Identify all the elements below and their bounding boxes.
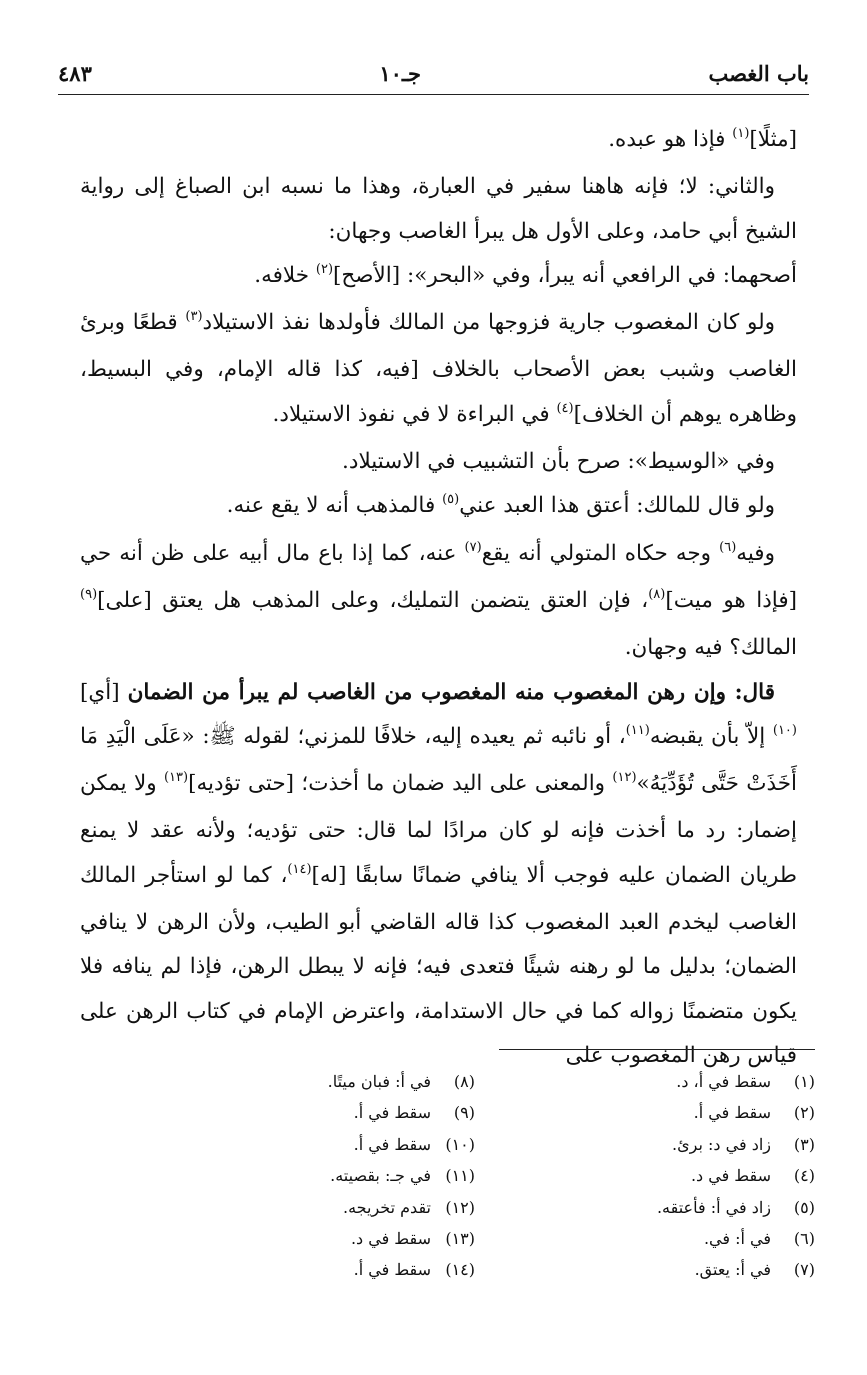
footnote-rule (499, 1049, 815, 1050)
footnote: (٦)في أ: في. (703, 1229, 815, 1249)
footnote-ref: (١) (732, 126, 750, 141)
paragraph: أصحهما: في الرافعي أنه يبرأ، وفي «البحر»: [الأصح]$^{(٢)}$ خلافه. (254, 261, 797, 288)
paragraph: والثاني: لا؛ فإنه هاهنا سفير في العبارة، وهذا ما نسبه ابن الصباغ إلى رواية الشيخ أبي حامد، وعلى الأول هل يبرأ الغاصب وجهان: (80, 174, 797, 244)
footnote-ref: (١٣) (163, 770, 189, 786)
running-header (58, 58, 809, 88)
chapter-title: باب الغصب (708, 60, 809, 86)
footnote: (١٠)سقط في أ. (353, 1134, 475, 1154)
main-text (80, 118, 797, 1078)
page-number: ٤٨٣ (58, 60, 92, 86)
footnote: (١٣)سقط في د. (350, 1229, 475, 1249)
footnote-ref: (١٢) (612, 770, 637, 786)
footnote: (٨)في أ: فبان ميتًا. (327, 1072, 475, 1091)
footnote-ref: (٢) (315, 261, 334, 277)
footnote: (١٤)سقط في أ. (353, 1260, 475, 1280)
paragraph: ولو قال للمالك: أعتق هذا العبد عني$^{(٥)}$ فالمذهب أنه لا يقع عنه. (226, 492, 775, 519)
footnote-ref: (٣) (185, 309, 203, 325)
footnote-ref: (٦) (719, 539, 737, 555)
footnote: (٣)زاد في د: برئ. (672, 1134, 815, 1154)
footnotes-column-left (175, 1066, 475, 1286)
footnote-ref: (٨) (648, 586, 666, 602)
footnote: (١)سقط في أ، د. (676, 1072, 815, 1091)
footnote-ref: (١٠) (772, 722, 797, 738)
footnote-ref: (٩) (80, 586, 98, 602)
paragraph: ولو كان المغصوب جارية فزوجها من المالك فأولدها نفذ الاستيلاد$^{(٣)}$ قطعًا وبرئ الغاصب وشبب بعض الأصحاب بالخلاف [فيه، كذا قاله الإمام، وفي البسيط، وظاهره يوهم أن الخلاف]$^{(٤)}$ في البراءة لا في نفوذ الاستيلاد. (80, 309, 797, 427)
footnote: (١١)في جـ: بقصيته. (330, 1166, 475, 1186)
volume-label: جـ١٠ (379, 60, 422, 86)
paragraph: وفي «الوسيط»: صرح بأن التشبيب في الاستيلاد. (342, 449, 775, 475)
footnote: (٥)زاد في أ: فأعتقه. (656, 1197, 815, 1217)
footnote-ref: (١١) (625, 722, 650, 738)
footnote: (٢)سقط في أ. (693, 1103, 815, 1123)
footnote: (٤)سقط في د. (690, 1166, 815, 1186)
footnote: (٩)سقط في أ. (353, 1103, 475, 1123)
paragraph: قال: وإن رهن المغصوب منه المغصوب من الغاصب لم يبرأ من الضمان [أي]$^{(١٠)}$ إلاّ بأن يقبضه$^{(١١)}$، أو نائبه ثم يعيده إليه، خلافًا للمزني؛ لقوله ﷺ: «عَلَى الْيَدِ مَا أَخَذَتْ حَتَّى تُؤَدِّيَهُ»$^{(١٢)}$ والمعنى على اليد ضمان ما أخذت؛ [حتى تؤديه]$^{(١٣)}$ ولا يمكن إضمار: رد ما أخذت فإنه لو كان مرادًا لما قال: حتى تؤديه؛ ولأنه عقد لا يمنع طريان الضمان عليه فوجب ألا ينافي ضمانًا سابقًا [له]$^{(١٤)}$، كما لو استأجر المالك الغاصب ليخدم العبد المغصوب كذا قاله القاضي أبو الطيب، ولأن الرهن لا ينافي الضمان؛ بدليل ما لو رهنه شيئًا فتعدى فيه؛ فإنه لا يبطل الرهن، فإذا لم ينافه فلا يكون متضمنًا زواله كما في حال الاستدامة، واعترض الإمام في كتاب الرهن على قياس رهن المغصوب على (80, 679, 797, 1068)
footnote: (١٢)تقدم تخريجه. (343, 1197, 475, 1217)
footnote-ref: (٤) (556, 400, 574, 416)
footnote-ref: (١٤) (287, 861, 312, 877)
footnote-ref: (٧) (464, 539, 482, 555)
matn-heading: قال: وإن رهن المغصوب منه المغصوب من الغاصب لم يبرأ من الضمان (127, 679, 775, 705)
footnote: (٧)في أ: يعتق. (694, 1260, 815, 1280)
paragraph: [مثلًا]$^{(١)}$ فإذا هو عبده. (608, 126, 797, 152)
header-rule (58, 94, 809, 95)
paragraph: وفيه$^{(٦)}$ وجه حكاه المتولي أنه يقع$^{(٧)}$ عنه، كما إذا باع مال أبيه على ظن أنه حي [فإذا هو ميت]$^{(٨)}$، فإن العتق يتضمن التمليك، وعلى المذهب هل يعتق [على]$^{(٩)}$ المالك؟ فيه وجهان. (80, 539, 797, 661)
footnotes-column-right (515, 1066, 815, 1286)
footnotes (110, 1066, 815, 1286)
footnote-ref: (٥) (442, 492, 460, 508)
